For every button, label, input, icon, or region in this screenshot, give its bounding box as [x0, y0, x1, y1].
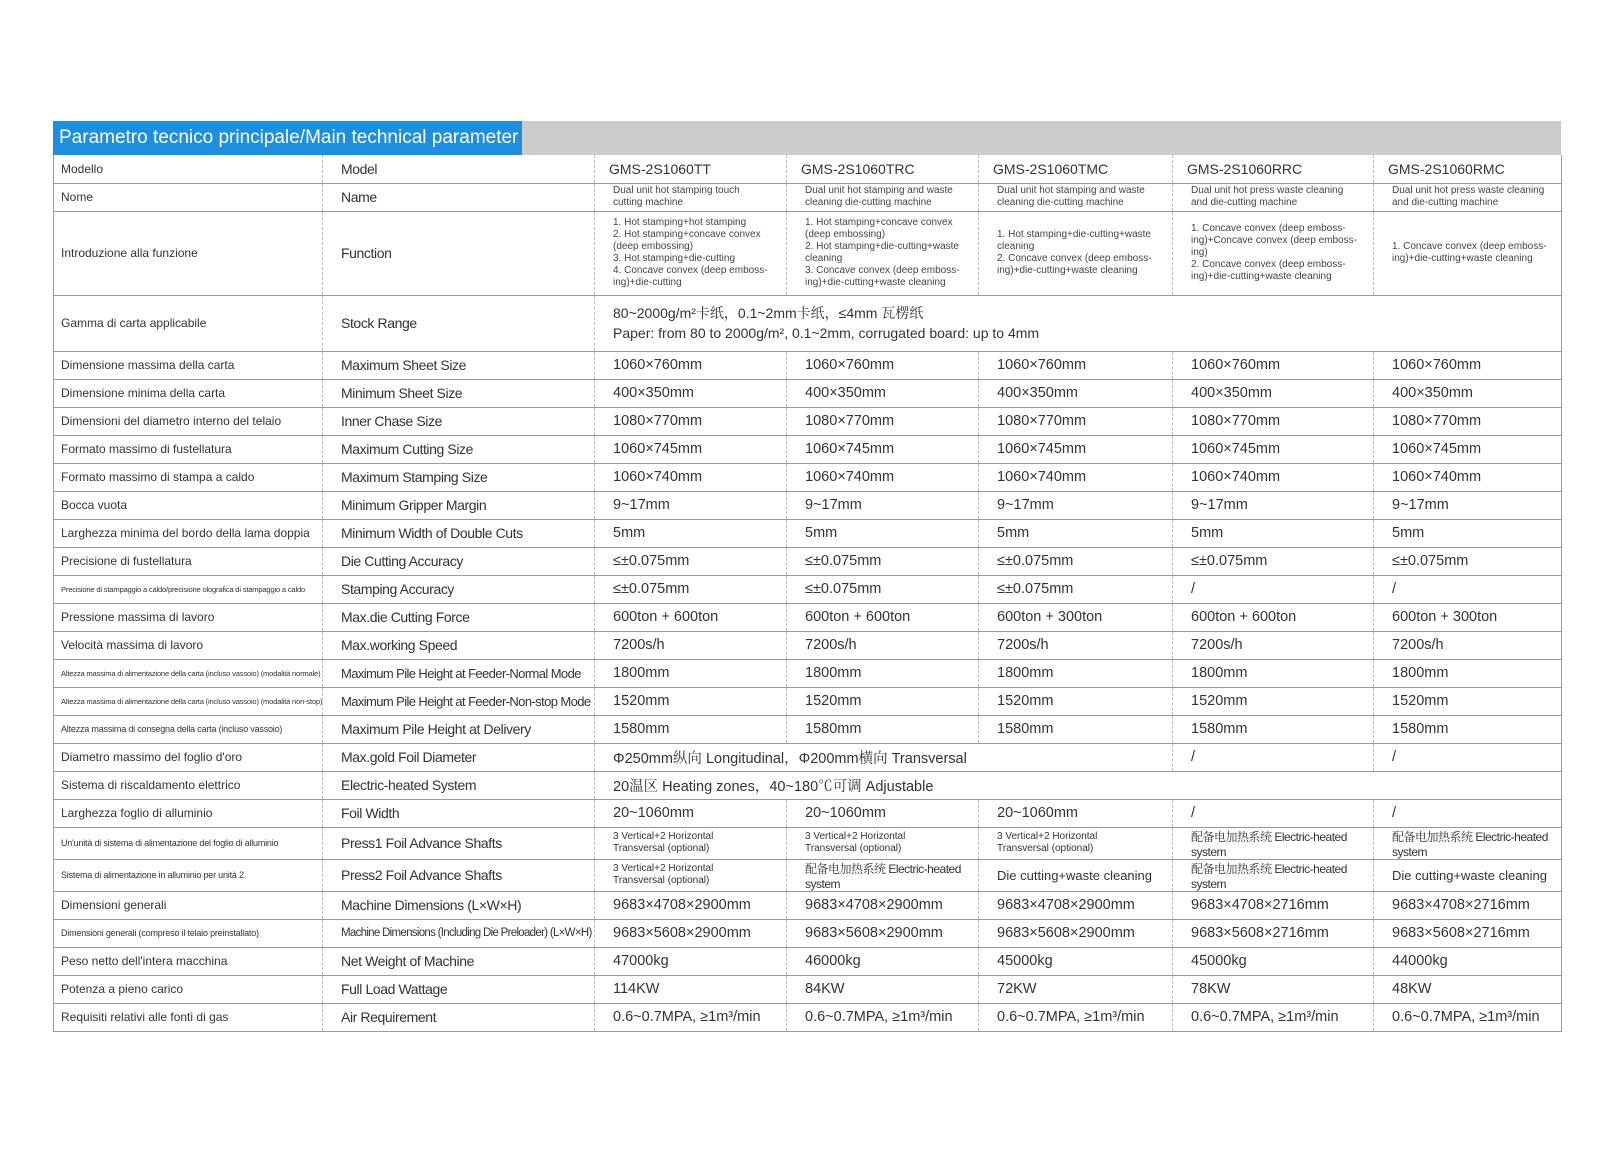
value-cell: / — [1374, 799, 1562, 827]
param-label-en: Stamping Accuracy — [323, 575, 595, 603]
value-cell: 600ton + 600ton — [1173, 603, 1374, 631]
stock-line-en: Paper: from 80 to 2000g/m², 0.1~2mm, corrugated board: up to 4mm — [613, 325, 1040, 341]
value-line: Die cutting+waste cleaning — [997, 867, 1153, 883]
param-label-it: Pressione massima di lavoro — [54, 603, 323, 631]
param-label-it: Potenza a pieno carico — [54, 975, 323, 1003]
value-cell: ≤±0.075mm — [1173, 547, 1374, 575]
value-cell: 7200s/h — [1173, 631, 1374, 659]
param-label-en: Maximum Stamping Size — [323, 463, 595, 491]
value-cell: 45000kg — [1173, 947, 1374, 975]
value-line: Die cutting+waste cleaning — [1392, 867, 1548, 883]
param-label-it: Introduzione alla funzione — [54, 211, 323, 295]
value-cell — [1173, 859, 1374, 891]
value-cell: 400×350mm — [787, 379, 979, 407]
value-cell: 9683×4708×2716mm — [1173, 891, 1374, 919]
value-cell: / — [1173, 575, 1374, 603]
param-label-it: Formato massimo di fustellatura — [54, 435, 323, 463]
value-cell: 400×350mm — [1173, 379, 1374, 407]
param-label-en: Press1 Foil Advance Shafts — [323, 827, 595, 859]
spec-row — [54, 575, 1562, 603]
value-cell: 7200s/h — [787, 631, 979, 659]
value-cell — [979, 827, 1173, 859]
value-cell: 1520mm — [787, 687, 979, 715]
spec-row — [54, 435, 1562, 463]
spec-row — [54, 687, 1562, 715]
value-cell: 9683×4708×2900mm — [595, 891, 787, 919]
param-label-it: Altezza massima di alimentazione della carta (incluso vassoio) (modalità normale) — [54, 659, 323, 687]
param-label-it: Precisione di fustellatura — [54, 547, 323, 575]
value-cell: 1080×770mm — [1374, 407, 1562, 435]
value-cell: 47000kg — [595, 947, 787, 975]
value-cell — [1173, 183, 1374, 211]
param-label-en: Maximum Pile Height at Feeder-Non-stop Mode — [323, 687, 595, 715]
value-line: and die-cutting machine — [1191, 197, 1298, 208]
value-cell: 44000kg — [1374, 947, 1562, 975]
param-label-en: Maximum Pile Height at Delivery — [323, 715, 595, 743]
param-label-en: Maximum Cutting Size — [323, 435, 595, 463]
spec-row — [54, 659, 1562, 687]
value-cell: 9683×5608×2900mm — [979, 919, 1173, 947]
value-line: 2. Hot stamping+concave convex — [613, 229, 761, 240]
value-line: 配备电加热系统 Electric-heated system — [805, 861, 961, 891]
spec-row — [54, 631, 1562, 659]
value-cell: 84KW — [787, 975, 979, 1003]
value-cell — [1173, 827, 1374, 859]
param-label-it: Velocità massima di lavoro — [54, 631, 323, 659]
value-cell: ≤±0.075mm — [979, 547, 1173, 575]
spec-row — [54, 603, 1562, 631]
value-cell — [979, 859, 1173, 891]
value-cell: 5mm — [979, 519, 1173, 547]
value-cell — [1173, 211, 1374, 295]
param-label-en: Maximum Pile Height at Feeder-Normal Mode — [323, 659, 595, 687]
value-cell — [787, 183, 979, 211]
spec-row — [54, 947, 1562, 975]
param-label-en: Minimum Gripper Margin — [323, 491, 595, 519]
value-cell: ≤±0.075mm — [787, 575, 979, 603]
header-row — [54, 155, 1562, 183]
value-line: 2. Hot stamping+die-cutting+waste — [805, 241, 959, 252]
param-label-it: Larghezza minima del bordo della lama doppia — [54, 519, 323, 547]
value-cell: 1580mm — [787, 715, 979, 743]
value-cell: 1060×745mm — [1173, 435, 1374, 463]
value-line: 2. Concave convex (deep emboss- — [1191, 259, 1346, 270]
value-cell: 0.6~0.7MPA, ≥1m³/min — [1173, 1003, 1374, 1031]
header-en: Model — [323, 155, 595, 183]
value-cell: 1580mm — [1374, 715, 1562, 743]
value-cell: 7200s/h — [1374, 631, 1562, 659]
value-cell: 72KW — [979, 975, 1173, 1003]
value-cell: 1520mm — [1173, 687, 1374, 715]
spec-row — [54, 491, 1562, 519]
value-cell: 9~17mm — [595, 491, 787, 519]
value-line: 配备电加热系统 Electric-heated system — [1191, 829, 1347, 859]
value-cell — [1374, 859, 1562, 891]
param-label-en: Stock Range — [323, 295, 595, 351]
value-cell: 1080×770mm — [1173, 407, 1374, 435]
value-cell: 600ton + 300ton — [979, 603, 1173, 631]
value-cell: 1060×745mm — [979, 435, 1173, 463]
model-header: GMS-2S1060TRC — [787, 155, 979, 183]
value-cell: 1060×740mm — [595, 463, 787, 491]
value-cell — [595, 211, 787, 295]
value-cell: / — [1374, 575, 1562, 603]
value-cell — [787, 859, 979, 891]
param-label-it: Nome — [54, 183, 323, 211]
param-label-en: Die Cutting Accuracy — [323, 547, 595, 575]
value-line: Dual unit hot press waste cleaning — [1392, 185, 1545, 196]
stock-line-cn: 80~2000g/m²卡纸，0.1~2mm卡纸，≤4mm 瓦楞纸 — [613, 305, 924, 321]
value-cell: 400×350mm — [595, 379, 787, 407]
value-cell: 78KW — [1173, 975, 1374, 1003]
param-label-en: Air Requirement — [323, 1003, 595, 1031]
model-header: GMS-2S1060TT — [595, 155, 787, 183]
value-line: ing)+die-cutting — [613, 277, 682, 288]
value-cell: 600ton + 600ton — [595, 603, 787, 631]
model-header: GMS-2S1060RRC — [1173, 155, 1374, 183]
foil-diameter-row — [54, 743, 1562, 771]
param-label-it: Dimensioni generali (compreso il telaio preinstallato) — [54, 919, 323, 947]
value-line: Transversal (optional) — [613, 875, 710, 886]
value-cell: 1060×740mm — [1173, 463, 1374, 491]
value-cell: 1800mm — [979, 659, 1173, 687]
param-label-it: Dimensioni generali — [54, 891, 323, 919]
spec-row — [54, 975, 1562, 1003]
param-label-en: Full Load Wattage — [323, 975, 595, 1003]
value-line: ing)+die-cutting+waste cleaning — [997, 265, 1138, 276]
press2-row — [54, 859, 1562, 891]
value-cell: 5mm — [787, 519, 979, 547]
value-cell: 1580mm — [595, 715, 787, 743]
param-label-it: Larghezza foglio di alluminio — [54, 799, 323, 827]
value-cell: ≤±0.075mm — [787, 547, 979, 575]
spec-row — [54, 463, 1562, 491]
value-cell: 1520mm — [1374, 687, 1562, 715]
value-cell — [595, 827, 787, 859]
value-cell: 1060×760mm — [1374, 351, 1562, 379]
value-line: cleaning — [997, 241, 1035, 252]
value-cell: 1060×760mm — [787, 351, 979, 379]
value-cell: 1580mm — [1173, 715, 1374, 743]
value-cell: 9683×5608×2716mm — [1173, 919, 1374, 947]
param-label-it: Altezza massima di consegna della carta (incluso vassoio) — [54, 715, 323, 743]
value-line: ing)+die-cutting+waste cleaning — [805, 277, 946, 288]
value-cell: 0.6~0.7MPA, ≥1m³/min — [787, 1003, 979, 1031]
model-header: GMS-2S1060TMC — [979, 155, 1173, 183]
value-line: ing)+die-cutting+waste cleaning — [1392, 253, 1533, 264]
value-cell: 9683×4708×2900mm — [787, 891, 979, 919]
value-line: 2. Concave convex (deep emboss- — [997, 253, 1152, 264]
value-line: 3. Concave convex (deep emboss- — [805, 265, 960, 276]
value-cell: 1580mm — [979, 715, 1173, 743]
spec-row — [54, 919, 1562, 947]
value-cell: 9~17mm — [1374, 491, 1562, 519]
value-cell: 0.6~0.7MPA, ≥1m³/min — [979, 1003, 1173, 1031]
value-cell — [1374, 183, 1562, 211]
value-line: 1. Hot stamping+die-cutting+waste — [997, 229, 1151, 240]
value-cell — [595, 183, 787, 211]
param-label-en: Minimum Width of Double Cuts — [323, 519, 595, 547]
value-cell: 1060×745mm — [787, 435, 979, 463]
param-label-it: Sistema di riscaldamento elettrico — [54, 771, 323, 799]
value-line: Transversal (optional) — [805, 843, 902, 854]
param-label-it: Dimensione minima della carta — [54, 379, 323, 407]
value-cell — [595, 859, 787, 891]
value-cell — [1374, 827, 1562, 859]
value-cell: 1800mm — [1173, 659, 1374, 687]
value-cell: 46000kg — [787, 947, 979, 975]
param-label-en: Max.die Cutting Force — [323, 603, 595, 631]
spec-row — [54, 547, 1562, 575]
value-cell — [787, 211, 979, 295]
value-cell: ≤±0.075mm — [1374, 547, 1562, 575]
value-line: (deep embossing) — [613, 241, 694, 252]
param-label-it: Gamma di carta applicabile — [54, 295, 323, 351]
param-label-en: Name — [323, 183, 595, 211]
spec-row — [54, 1003, 1562, 1031]
value-cell: 1060×745mm — [595, 435, 787, 463]
value-line: and die-cutting machine — [1392, 197, 1499, 208]
table-title: Parametro tecnico principale/Main technical parameter — [53, 121, 522, 155]
value-cell: 20~1060mm — [787, 799, 979, 827]
value-line: cutting machine — [613, 197, 684, 208]
value-line: Transversal (optional) — [997, 843, 1094, 854]
value-cell: 1060×745mm — [1374, 435, 1562, 463]
param-label-en: Net Weight of Machine — [323, 947, 595, 975]
value-cell-merged: Φ250mm纵向 Longitudinal，Φ200mm横向 Transversal — [595, 743, 1173, 771]
spec-row — [54, 519, 1562, 547]
value-line: 3 Vertical+2 Horizontal — [613, 863, 714, 874]
param-label-it: Sistema di alimentazione in alluminio per unità 2 — [54, 859, 323, 891]
param-label-it: Dimensione massima della carta — [54, 351, 323, 379]
model-header: GMS-2S1060RMC — [1374, 155, 1562, 183]
param-label-it: Precisione di stampaggio a caldo/precisione olografica di stampaggio a caldo — [54, 575, 323, 603]
name-row — [54, 183, 1562, 211]
param-label-it: Formato massimo di stampa a caldo — [54, 463, 323, 491]
value-cell: 9683×4708×2900mm — [979, 891, 1173, 919]
heating-row — [54, 771, 1562, 799]
value-cell-merged: 20温区 Heating zones，40~180℃可调 Adjustable — [595, 771, 1562, 799]
value-cell: 7200s/h — [979, 631, 1173, 659]
value-line: Transversal (optional) — [613, 843, 710, 854]
param-label-en: Maximum Sheet Size — [323, 351, 595, 379]
value-cell: 400×350mm — [1374, 379, 1562, 407]
value-cell: 9683×4708×2716mm — [1374, 891, 1562, 919]
value-cell — [979, 211, 1173, 295]
value-line: Dual unit hot stamping and waste — [805, 185, 953, 196]
value-cell: 20~1060mm — [979, 799, 1173, 827]
param-label-it: Bocca vuota — [54, 491, 323, 519]
value-cell: 600ton + 300ton — [1374, 603, 1562, 631]
param-label-it: Dimensioni del diametro interno del telaio — [54, 407, 323, 435]
value-line: Dual unit hot stamping and waste — [997, 185, 1145, 196]
value-line: Dual unit hot press waste cleaning — [1191, 185, 1344, 196]
value-cell: 1060×740mm — [787, 463, 979, 491]
value-cell — [979, 183, 1173, 211]
value-line: ing)+Concave convex (deep emboss- — [1191, 235, 1357, 246]
param-label-en: Machine Dimensions (L×W×H) — [323, 891, 595, 919]
value-line: 1. Concave convex (deep emboss- — [1191, 223, 1346, 234]
value-cell: 48KW — [1374, 975, 1562, 1003]
value-line: Dual unit hot stamping touch — [613, 185, 740, 196]
foil-width-row — [54, 799, 1562, 827]
param-label-it: Peso netto dell'intera macchina — [54, 947, 323, 975]
value-cell: 9~17mm — [979, 491, 1173, 519]
value-line: ing)+die-cutting+waste cleaning — [1191, 271, 1332, 282]
press1-row — [54, 827, 1562, 859]
value-line: cleaning die-cutting machine — [805, 197, 932, 208]
param-label-en: Minimum Sheet Size — [323, 379, 595, 407]
param-label-it: Diametro massimo del foglio d'oro — [54, 743, 323, 771]
value-cell: ≤±0.075mm — [979, 575, 1173, 603]
value-cell: 600ton + 600ton — [787, 603, 979, 631]
spec-row — [54, 351, 1562, 379]
value-cell: 1800mm — [1374, 659, 1562, 687]
param-label-en: Machine Dimensions (Including Die Preloader) (L×W×H) — [323, 919, 595, 947]
value-cell: 1060×760mm — [1173, 351, 1374, 379]
value-line: (deep embossing) — [805, 229, 886, 240]
param-label-en: Inner Chase Size — [323, 407, 595, 435]
stock-range-value — [595, 295, 1562, 351]
value-cell: 1060×740mm — [979, 463, 1173, 491]
value-cell: ≤±0.075mm — [595, 547, 787, 575]
value-cell: 9683×5608×2900mm — [787, 919, 979, 947]
value-cell: / — [1374, 743, 1562, 771]
header-it: Modello — [54, 155, 323, 183]
value-cell: 1060×740mm — [1374, 463, 1562, 491]
param-label-it: Un'unità di sistema di alimentazione del foglio di alluminio — [54, 827, 323, 859]
value-line: ing) — [1191, 247, 1208, 258]
spec-row — [54, 891, 1562, 919]
value-line: 3 Vertical+2 Horizontal — [613, 831, 714, 842]
value-cell: 1520mm — [979, 687, 1173, 715]
value-cell: 1060×760mm — [979, 351, 1173, 379]
stock-row — [54, 295, 1562, 351]
value-line: 配备电加热系统 Electric-heated system — [1191, 861, 1347, 891]
value-cell: 7200s/h — [595, 631, 787, 659]
value-cell: 114KW — [595, 975, 787, 1003]
value-cell: 45000kg — [979, 947, 1173, 975]
value-cell: 9~17mm — [787, 491, 979, 519]
value-line: 配备电加热系统 Electric-heated system — [1392, 829, 1548, 859]
value-cell: 1800mm — [787, 659, 979, 687]
spec-row — [54, 379, 1562, 407]
value-cell: 9683×5608×2716mm — [1374, 919, 1562, 947]
value-line: cleaning die-cutting machine — [997, 197, 1124, 208]
value-cell: 5mm — [1173, 519, 1374, 547]
value-cell: 1800mm — [595, 659, 787, 687]
value-cell: ≤±0.075mm — [595, 575, 787, 603]
value-line: 3 Vertical+2 Horizontal — [997, 831, 1098, 842]
value-line: 3. Hot stamping+die-cutting — [613, 253, 736, 264]
value-cell: 5mm — [1374, 519, 1562, 547]
value-cell: 1060×760mm — [595, 351, 787, 379]
value-cell: 1080×770mm — [595, 407, 787, 435]
param-label-en: Electric-heated System — [323, 771, 595, 799]
value-cell: / — [1173, 799, 1374, 827]
spec-sheet — [53, 121, 1561, 1032]
value-cell: 9683×5608×2900mm — [595, 919, 787, 947]
value-cell: 400×350mm — [979, 379, 1173, 407]
value-line: 1. Hot stamping+concave convex — [805, 217, 953, 228]
spec-row — [54, 407, 1562, 435]
param-label-en: Function — [323, 211, 595, 295]
value-cell — [1374, 211, 1562, 295]
spec-row — [54, 715, 1562, 743]
param-label-en: Max.gold Foil Diameter — [323, 743, 595, 771]
param-label-en: Max.working Speed — [323, 631, 595, 659]
value-cell: / — [1173, 743, 1374, 771]
value-cell: 0.6~0.7MPA, ≥1m³/min — [595, 1003, 787, 1031]
param-label-en: Foil Width — [323, 799, 595, 827]
value-cell: 5mm — [595, 519, 787, 547]
value-line: cleaning — [805, 253, 843, 264]
function-row — [54, 211, 1562, 295]
spec-table — [53, 155, 1562, 1032]
value-cell: 1080×770mm — [979, 407, 1173, 435]
value-line: 1. Concave convex (deep emboss- — [1392, 241, 1547, 252]
value-line: 3 Vertical+2 Horizontal — [805, 831, 906, 842]
value-line: 1. Hot stamping+hot stamping — [613, 217, 747, 228]
value-cell: 20~1060mm — [595, 799, 787, 827]
param-label-it: Requisiti relativi alle fonti di gas — [54, 1003, 323, 1031]
title-bar — [53, 121, 1561, 155]
value-cell: 1520mm — [595, 687, 787, 715]
value-line: 4. Concave convex (deep emboss- — [613, 265, 768, 276]
param-label-it: Altezza massima di alimentazione della carta (incluso vassoio) (modalità non-stop) — [54, 687, 323, 715]
value-cell — [787, 827, 979, 859]
value-cell: 0.6~0.7MPA, ≥1m³/min — [1374, 1003, 1562, 1031]
value-cell: 9~17mm — [1173, 491, 1374, 519]
value-cell: 1080×770mm — [787, 407, 979, 435]
param-label-en: Press2 Foil Advance Shafts — [323, 859, 595, 891]
